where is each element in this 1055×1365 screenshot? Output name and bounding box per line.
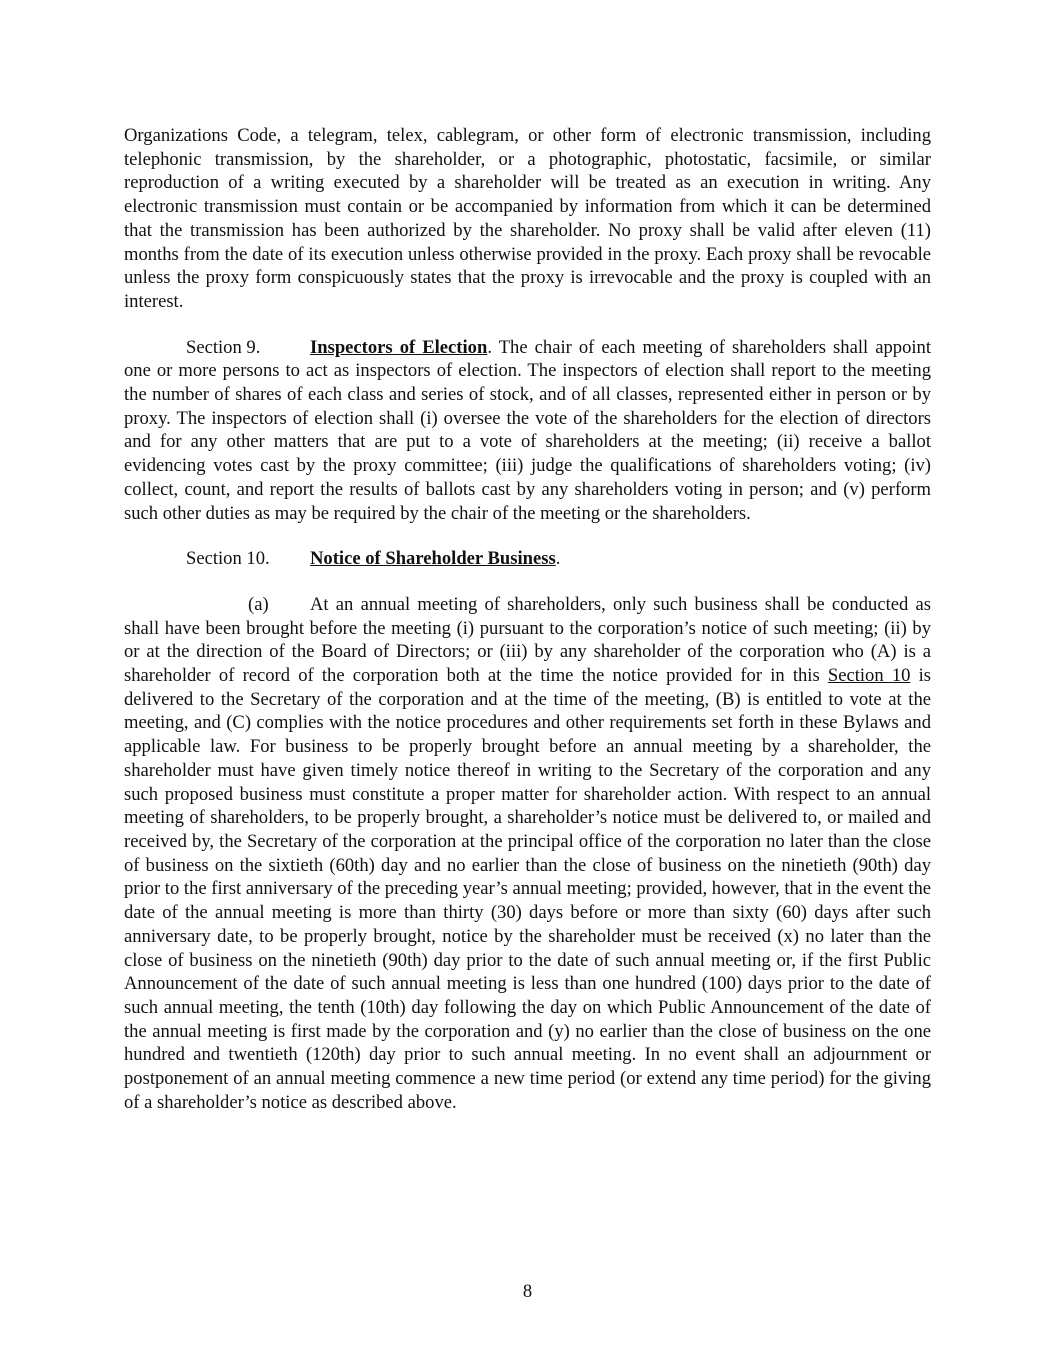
section-9-title: Inspectors of Election (310, 336, 488, 358)
document-page (124, 124, 931, 1114)
section-10-title: Notice of Shareholder Business (310, 548, 556, 570)
section-10-heading (124, 547, 931, 571)
section-9-label: Section 9. (186, 336, 261, 358)
section-10-title-end: . (555, 548, 561, 570)
section-10-a-text-2: is delivered to the Secretary of the corporation and at the time of the meeting, (B) is entitled to vote at the meeting, and (C) complies with the notice procedures and other requirements set forth in these Bylaws and applicable law. For business to be properly brought before an annual meeting by a shareholder, the shareholder must have given timely notice thereof in writing to the Secretary of the corporation and any such proposed business must constitute a proper matter for shareholder action. With respect to an annual meeting of shareholders, to be properly brought, a shareholder’s notice must be delivered to, or mailed and received by, the Secretary of the corporation at the principal office of the corporation no later than the close of business on the sixtieth (60th) day and no earlier than the close of business on the ninetieth (90th) day prior to the first anniversary of the preceding year’s annual meeting; provided, however, that in the event the date of the annual meeting is more than thirty (30) days before or more than sixty (60) days after such anniversary date, to be properly brought, notice by the shareholder must be received (x) no later than the close of business on the ninetieth (90th) day prior to the date of such annual meeting or, if the first Public Announcement of the date of such annual meeting is less than one hundred (100) days prior to the date of such annual meeting, the tenth (10th) day following the day on which Public Announcement of the date of the annual meeting is first made by the corporation and (y) no earlier than the close of business on the one hundred and twentieth (120th) day prior to such annual meeting. In no event shall an adjournment or postponement of an annual meeting commence a new time period (or extend any time period) for the giving of a shareholder’s notice as described above. (124, 665, 931, 1113)
section-9-text: The chair of each meeting of shareholders shall appoint one or more persons to act as inspectors of election. The inspectors of election shall report to the meeting the number of shares of each class and series of stock, and of all classes, represented either in person or by proxy. The inspectors of election shall (i) oversee the vote of the shareholders for the election of directors and for any other matters that are put to a vote of shareholders at the meeting; (ii) receive a ballot evidencing votes cast by the proxy committee; (iii) judge the qualifications of shareholders voting; (iv) collect, count, and report the results of ballots cast by any shareholders voting in person; and (v) perform such other duties as may be required by the chair of the meeting or the shareholders. (124, 336, 931, 524)
section-10-a-paragraph (124, 593, 931, 1114)
section-10-cross-reference: Section 10 (827, 665, 911, 687)
section-10-a-text-1: At an annual meeting of shareholders, only such business shall be conducted as shall have been brought before the meeting (i) pursuant to the corporation’s notice of such meeting; (ii) by or at the direction of the Board of Directors; or (iii) by any shareholder of the corporation who (A) is a shareholder of record of the corporation both at the time the notice provided for in this (124, 593, 931, 687)
page-number: 8 (522, 1281, 533, 1302)
section-10-a-label: (a) (248, 593, 269, 615)
continuation-paragraph: Organizations Code, a telegram, telex, cablegram, or other form of electronic transmission, including telephonic transmission, by the shareholder, or a photographic, photostatic, facsimile, or similar reproduction of a writing executed by a shareholder will be treated as an execution in writing. Any electronic transmission must contain or be accompanied by information from which it can be determined that the transmission has been authorized by the shareholder. No proxy shall be valid after eleven (11) months from the date of its execution unless otherwise provided in the proxy. Each proxy shall be revocable unless the proxy form conspicuously states that the proxy is irrevocable and the proxy is coupled with an interest. (124, 125, 931, 312)
section-10-label: Section 10. (186, 548, 270, 570)
section-9-paragraph (124, 336, 931, 526)
section-9-title-end: . (487, 336, 492, 358)
